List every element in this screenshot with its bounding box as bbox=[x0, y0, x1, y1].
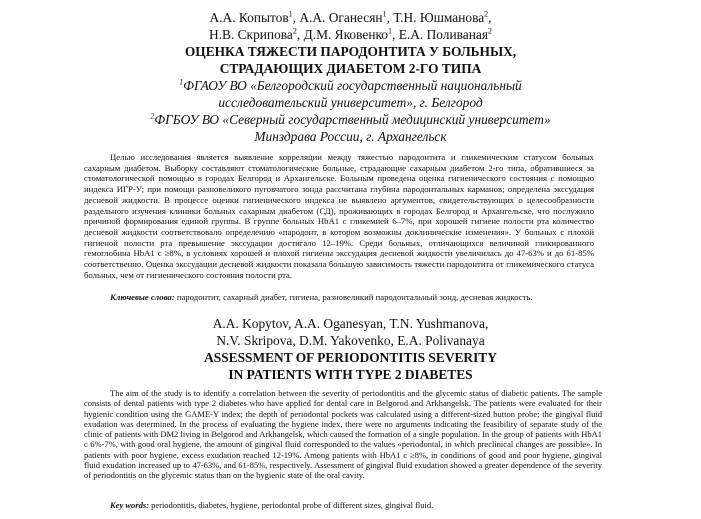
en-title-line-1: ASSESSMENT OF PERIODONTITIS SEVERITY bbox=[204, 350, 497, 365]
ru-keywords-label: Ключевые слова: bbox=[110, 292, 175, 302]
ru-author: Т.Н. Юшманова$^2$ bbox=[393, 9, 489, 25]
ru-keywords bbox=[84, 292, 594, 303]
ru-affiliation-2-line-2: Минздрава России, г. Архангельск bbox=[254, 129, 447, 144]
ru-keywords-text: пародонтит, сахарный диабет, гигиена, разновеликий пародонтальный зонд, десневая жидкость. bbox=[174, 292, 533, 302]
ru-author: Н.В. Скрипова$^2$ bbox=[208, 26, 297, 42]
ru-authors-line-1: А.А. Копытов$^1$, А.А. Оганесян$^1$, Т.Н. Юшманова$^2$, bbox=[209, 9, 492, 25]
ru-title-line-1: ОЦЕНКА ТЯЖЕСТИ ПАРОДОНТИТА У БОЛЬНЫХ, bbox=[184, 44, 517, 59]
en-abstract bbox=[84, 388, 602, 481]
en-title-line-2: IN PATIENTS WITH TYPE 2 DIABETES bbox=[228, 367, 473, 382]
en-keywords-label: Key words: bbox=[110, 500, 149, 510]
en-abstract-text: The aim of the study is to identify a correlation between the severity of periodontitis and the glycemic status of diabetic patients. The sample consists of dental patients with type 2 diabetes who have applied for dental care in Belgorod and Arkhangelsk. The patients were evaluated for their hygienic condition using the GAME-Y index; the depth of periodontal pockets was calculated using a different-sized button probe; the gingival fluid exudation was determined. In the process of evaluating the hygiene index, there were no arguments indicating the feasibility of separate study of the clinic of patients with DM2 living in Belgorod and Arkhangelsk, which caused the formation of a single population. In the group of patients with HbA1 c 6%-7%, with good oral hygiene, the amount of gingival fluid corresponded to the values «periodontal, in which preclinical changes are possible». In patients with poor hygiene, excess exudation reached 12-19%. Among patients with HbA1 c ≥8%, in conditions of good and poor hygiene, gingival fluid exudation increased up to 47-63%, and 61-85%, respectively. Assessment of gingival fluid exudation showed a greater dependence of the severity of periodontitis on the glycemic status than on the hygienic state of the oral cavity. bbox=[84, 388, 602, 481]
ru-author: Д.М. Яковенко$^1$ bbox=[303, 26, 393, 42]
en-authors-line-1: A.A. Kopytov, A.A. Oganesyan, T.N. Yushmanova, bbox=[212, 316, 489, 331]
ru-author: А.А. Оганесян$^1$ bbox=[299, 9, 387, 25]
ru-authors-line-2: Н.В. Скрипова$^2$, Д.М. Яковенко$^1$, Е.А. Поливаная$^2$ bbox=[208, 26, 493, 42]
en-keywords-text: periodontitis, diabetes, hygiene, periodontal probe of different sizes, gingival fluid. bbox=[148, 500, 434, 510]
ru-affiliation-1-line-1: $^1$ФГАОУ ВО «Белгородский государственный национальный bbox=[179, 77, 522, 93]
ru-author: А.А. Копытов$^1$ bbox=[209, 9, 293, 25]
ru-title-line-2: СТРАДАЮЩИХ ДИАБЕТОМ 2-ГО ТИПА bbox=[219, 61, 482, 76]
ru-affiliation-1-line-2: исследовательский университет», г. Белгород bbox=[218, 95, 483, 110]
en-keywords bbox=[84, 500, 602, 510]
ru-abstract-text: Целью исследования является выявление корреляции между тяжестью пародонтита и гликемическим статусом больных сахарным диабетом. Выборку составляют стоматологические больные, страдающие сахарным диабетом 2-го типа, обратившиеся за стоматологической помощью в городах Белгород и Архангельске. Больным проведена оценка гигиенического состояния с помощью индекса ИГР-У; при помощи разновеликого пуговчатого зонда рассчитана глубина пародонтальных карманов; определена экссудация десневой жидкости. В процессе оценки гигиенического индекса не выявлено аргументов, свидетельствующих о целесообразности раздельного изучения клиники больных сахарным диабетом (СД), проживающих в городах Белгород и Архангельске, что послужило причиной формирования единой группы. В группе больных HbA1 с гликемией 6–7%, при хорошей гигиене полости рта количество десневой жидкости соответствовало определению «пародонт, в котором возможны доклинические изменения». У больных с плохой гигиеной полости рта превышение экссудации достигало 12–19%. Среди больных, отличающихся величиной гликированного гемоглобина HbA1 с ≥8%, в условиях хорошей и плохой гигиены экссудация десневой жидкости увеличилась до 47-63% и до 61-85% соответственно. Оценка экссудации десневой жидкости показала большую зависимость тяжести пародонтита от гликемического статуса больных, чем от гигиенического состояния полости рта. bbox=[84, 152, 594, 280]
en-authors-line-2: N.V. Skripova, D.M. Yakovenko, E.A. Polivanaya bbox=[216, 333, 485, 348]
ru-abstract bbox=[84, 152, 594, 280]
ru-author: Е.А. Поливаная$^2$ bbox=[398, 26, 493, 42]
ru-affiliation-2-line-1: $^2$ФГБОУ ВО «Северный государственный медицинский университет» bbox=[150, 111, 551, 127]
